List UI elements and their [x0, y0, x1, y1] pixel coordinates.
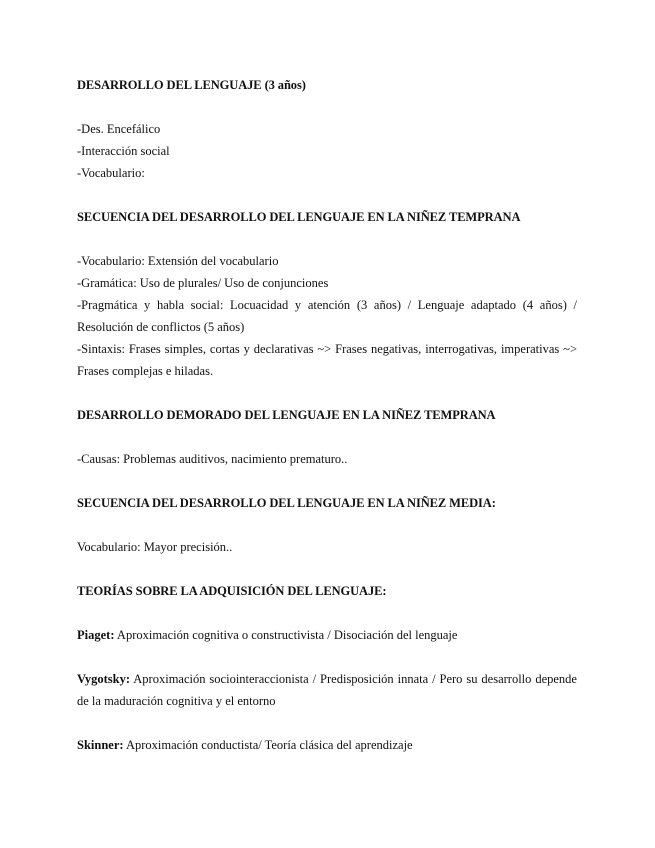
theory-piaget — [77, 624, 577, 646]
theory-text: Aproximación sociointeraccionista / Predisposición innata / Pero su desarrollo depende de la maduración cognitiva y el entorno — [77, 672, 577, 708]
list-item: -Sintaxis: Frases simples, cortas y declarativas ~> Frases negativas, interrogativas, imperativas ~> Frases complejas e hiladas. — [77, 342, 577, 378]
heading-teorias: TEORÍAS SOBRE LA ADQUISICIÓN DEL LENGUAJE: — [77, 584, 387, 598]
list-item: -Vocabulario: — [77, 166, 145, 180]
heading-desarrollo-demorado: DESARROLLO DEMORADO DEL LENGUAJE EN LA NIÑEZ TEMPRANA — [77, 408, 496, 422]
theory-skinner — [77, 734, 577, 756]
list-item: -Vocabulario: Extensión del vocabulario — [77, 254, 279, 268]
heading-secuencia-ninez-media: SECUENCIA DEL DESARROLLO DEL LENGUAJE EN LA NIÑEZ MEDIA: — [77, 496, 496, 510]
list-item: -Des. Encefálico — [77, 122, 161, 136]
list-item: -Causas: Problemas auditivos, nacimiento prematuro.. — [77, 452, 348, 466]
theory-name: Skinner: — [77, 738, 124, 752]
list-item: -Gramática: Uso de plurales/ Uso de conjunciones — [77, 276, 329, 290]
document-page — [77, 74, 577, 756]
list-item: -Pragmática y habla social: Locuacidad y atención (3 años) / Lenguaje adaptado (4 años) / Resolución de conflictos (5 años) — [77, 298, 577, 334]
theory-text: Aproximación cognitiva o constructivista / Disociación del lenguaje — [114, 628, 458, 642]
theory-name: Piaget: — [77, 628, 115, 642]
heading-desarrollo-lenguaje: DESARROLLO DEL LENGUAJE (3 años) — [77, 78, 306, 92]
theory-vygotsky — [77, 668, 577, 712]
heading-secuencia-ninez-temprana: SECUENCIA DEL DESARROLLO DEL LENGUAJE EN LA NIÑEZ TEMPRANA — [77, 210, 521, 224]
theory-text: Aproximación conductista/ Teoría clásica del aprendizaje — [123, 738, 413, 752]
list-item: Vocabulario: Mayor precisión.. — [77, 540, 233, 554]
list-item: -Interacción social — [77, 144, 170, 158]
theory-name: Vygotsky: — [77, 672, 131, 686]
